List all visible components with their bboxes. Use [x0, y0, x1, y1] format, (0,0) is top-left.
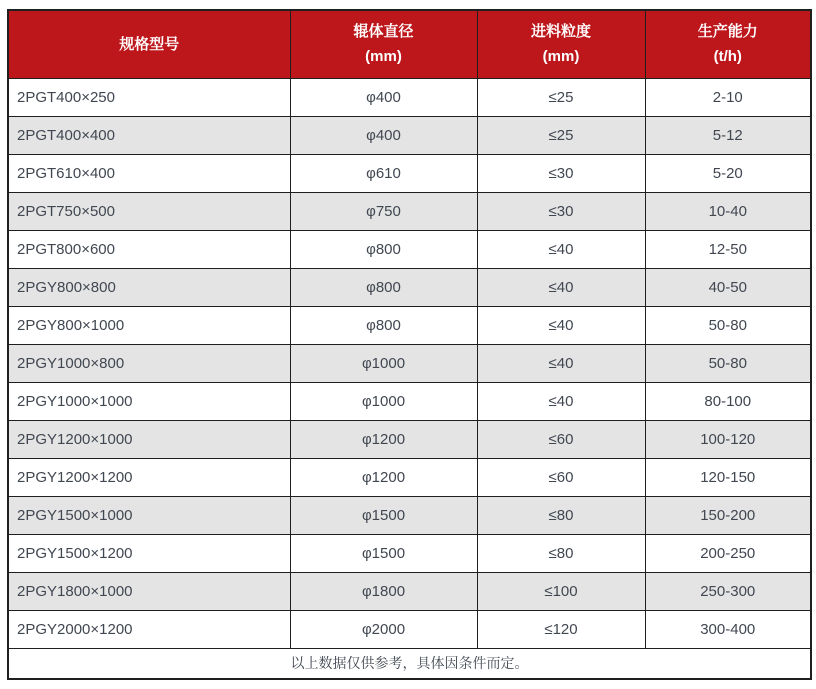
model-cell: 2PGY1200×1200: [8, 458, 290, 496]
value-cell: φ1500: [290, 534, 477, 572]
table-row: [8, 154, 811, 192]
column-header-capacity-unit: (t/h): [713, 48, 742, 66]
value-cell: φ800: [290, 306, 477, 344]
value-cell: 300-400: [645, 610, 811, 648]
table-row: [8, 610, 811, 648]
table-row: [8, 192, 811, 230]
value-cell: φ1000: [290, 344, 477, 382]
table-row: [8, 116, 811, 154]
table-row: [8, 78, 811, 116]
model-cell: 2PGT800×600: [8, 230, 290, 268]
column-header-capacity-label: 生产能力: [697, 22, 758, 40]
value-cell: ≤30: [477, 192, 645, 230]
model-cell: 2PGT400×250: [8, 78, 290, 116]
value-cell: φ1000: [290, 382, 477, 420]
value-cell: φ2000: [290, 610, 477, 648]
value-cell: 250-300: [645, 572, 811, 610]
footer-note: 以上数据仅供参考，具体因条件而定。: [8, 648, 811, 679]
value-cell: ≤100: [477, 572, 645, 610]
value-cell: ≤40: [477, 382, 645, 420]
spec-table-footer: [8, 648, 811, 679]
value-cell: 100-120: [645, 420, 811, 458]
model-cell: 2PGY1200×1000: [8, 420, 290, 458]
value-cell: φ750: [290, 192, 477, 230]
value-cell: ≤60: [477, 420, 645, 458]
model-cell: 2PGY1000×1000: [8, 382, 290, 420]
value-cell: 150-200: [645, 496, 811, 534]
value-cell: ≤25: [477, 78, 645, 116]
column-header-capacity: [645, 10, 811, 78]
table-row: [8, 572, 811, 610]
value-cell: φ1500: [290, 496, 477, 534]
value-cell: ≤80: [477, 496, 645, 534]
table-row: [8, 382, 811, 420]
value-cell: ≤30: [477, 154, 645, 192]
model-cell: 2PGY1800×1000: [8, 572, 290, 610]
model-cell: 2PGT610×400: [8, 154, 290, 192]
table-row: [8, 306, 811, 344]
table-row: [8, 534, 811, 572]
table-row: [8, 268, 811, 306]
model-cell: 2PGY1000×800: [8, 344, 290, 382]
column-header-roller-diameter: [290, 10, 477, 78]
value-cell: φ800: [290, 230, 477, 268]
value-cell: 40-50: [645, 268, 811, 306]
table-row: [8, 230, 811, 268]
model-cell: 2PGY2000×1200: [8, 610, 290, 648]
value-cell: 50-80: [645, 344, 811, 382]
header-row: [8, 10, 811, 78]
value-cell: φ610: [290, 154, 477, 192]
column-header-feed-size: [477, 10, 645, 78]
value-cell: ≤25: [477, 116, 645, 154]
table-row: [8, 344, 811, 382]
spec-table-header: [8, 10, 811, 78]
value-cell: φ800: [290, 268, 477, 306]
model-cell: 2PGY1500×1000: [8, 496, 290, 534]
value-cell: 80-100: [645, 382, 811, 420]
value-cell: ≤60: [477, 458, 645, 496]
value-cell: φ1800: [290, 572, 477, 610]
value-cell: ≤40: [477, 306, 645, 344]
value-cell: 5-20: [645, 154, 811, 192]
footer-row: [8, 648, 811, 679]
table-row: [8, 458, 811, 496]
column-header-roller-diameter-label: 辊体直径: [353, 22, 414, 40]
column-header-feed-size-label: 进料粒度: [530, 22, 591, 40]
spec-table: [7, 9, 812, 680]
value-cell: 120-150: [645, 458, 811, 496]
value-cell: ≤40: [477, 344, 645, 382]
column-header-model: [8, 10, 290, 78]
value-cell: φ1200: [290, 458, 477, 496]
model-cell: 2PGY1500×1200: [8, 534, 290, 572]
column-header-roller-diameter-unit: (mm): [365, 48, 402, 66]
column-header-model-label: 规格型号: [119, 35, 180, 53]
column-header-feed-size-unit: (mm): [542, 48, 580, 66]
table-row: [8, 496, 811, 534]
value-cell: φ400: [290, 78, 477, 116]
value-cell: ≤40: [477, 230, 645, 268]
value-cell: ≤80: [477, 534, 645, 572]
model-cell: 2PGY800×800: [8, 268, 290, 306]
model-cell: 2PGT750×500: [8, 192, 290, 230]
value-cell: 10-40: [645, 192, 811, 230]
model-cell: 2PGT400×400: [8, 116, 290, 154]
value-cell: ≤120: [477, 610, 645, 648]
value-cell: φ400: [290, 116, 477, 154]
model-cell: 2PGY800×1000: [8, 306, 290, 344]
value-cell: 12-50: [645, 230, 811, 268]
value-cell: φ1200: [290, 420, 477, 458]
spec-table-body: [8, 78, 811, 648]
value-cell: 200-250: [645, 534, 811, 572]
value-cell: 50-80: [645, 306, 811, 344]
value-cell: 5-12: [645, 116, 811, 154]
value-cell: 2-10: [645, 78, 811, 116]
value-cell: ≤40: [477, 268, 645, 306]
table-row: [8, 420, 811, 458]
